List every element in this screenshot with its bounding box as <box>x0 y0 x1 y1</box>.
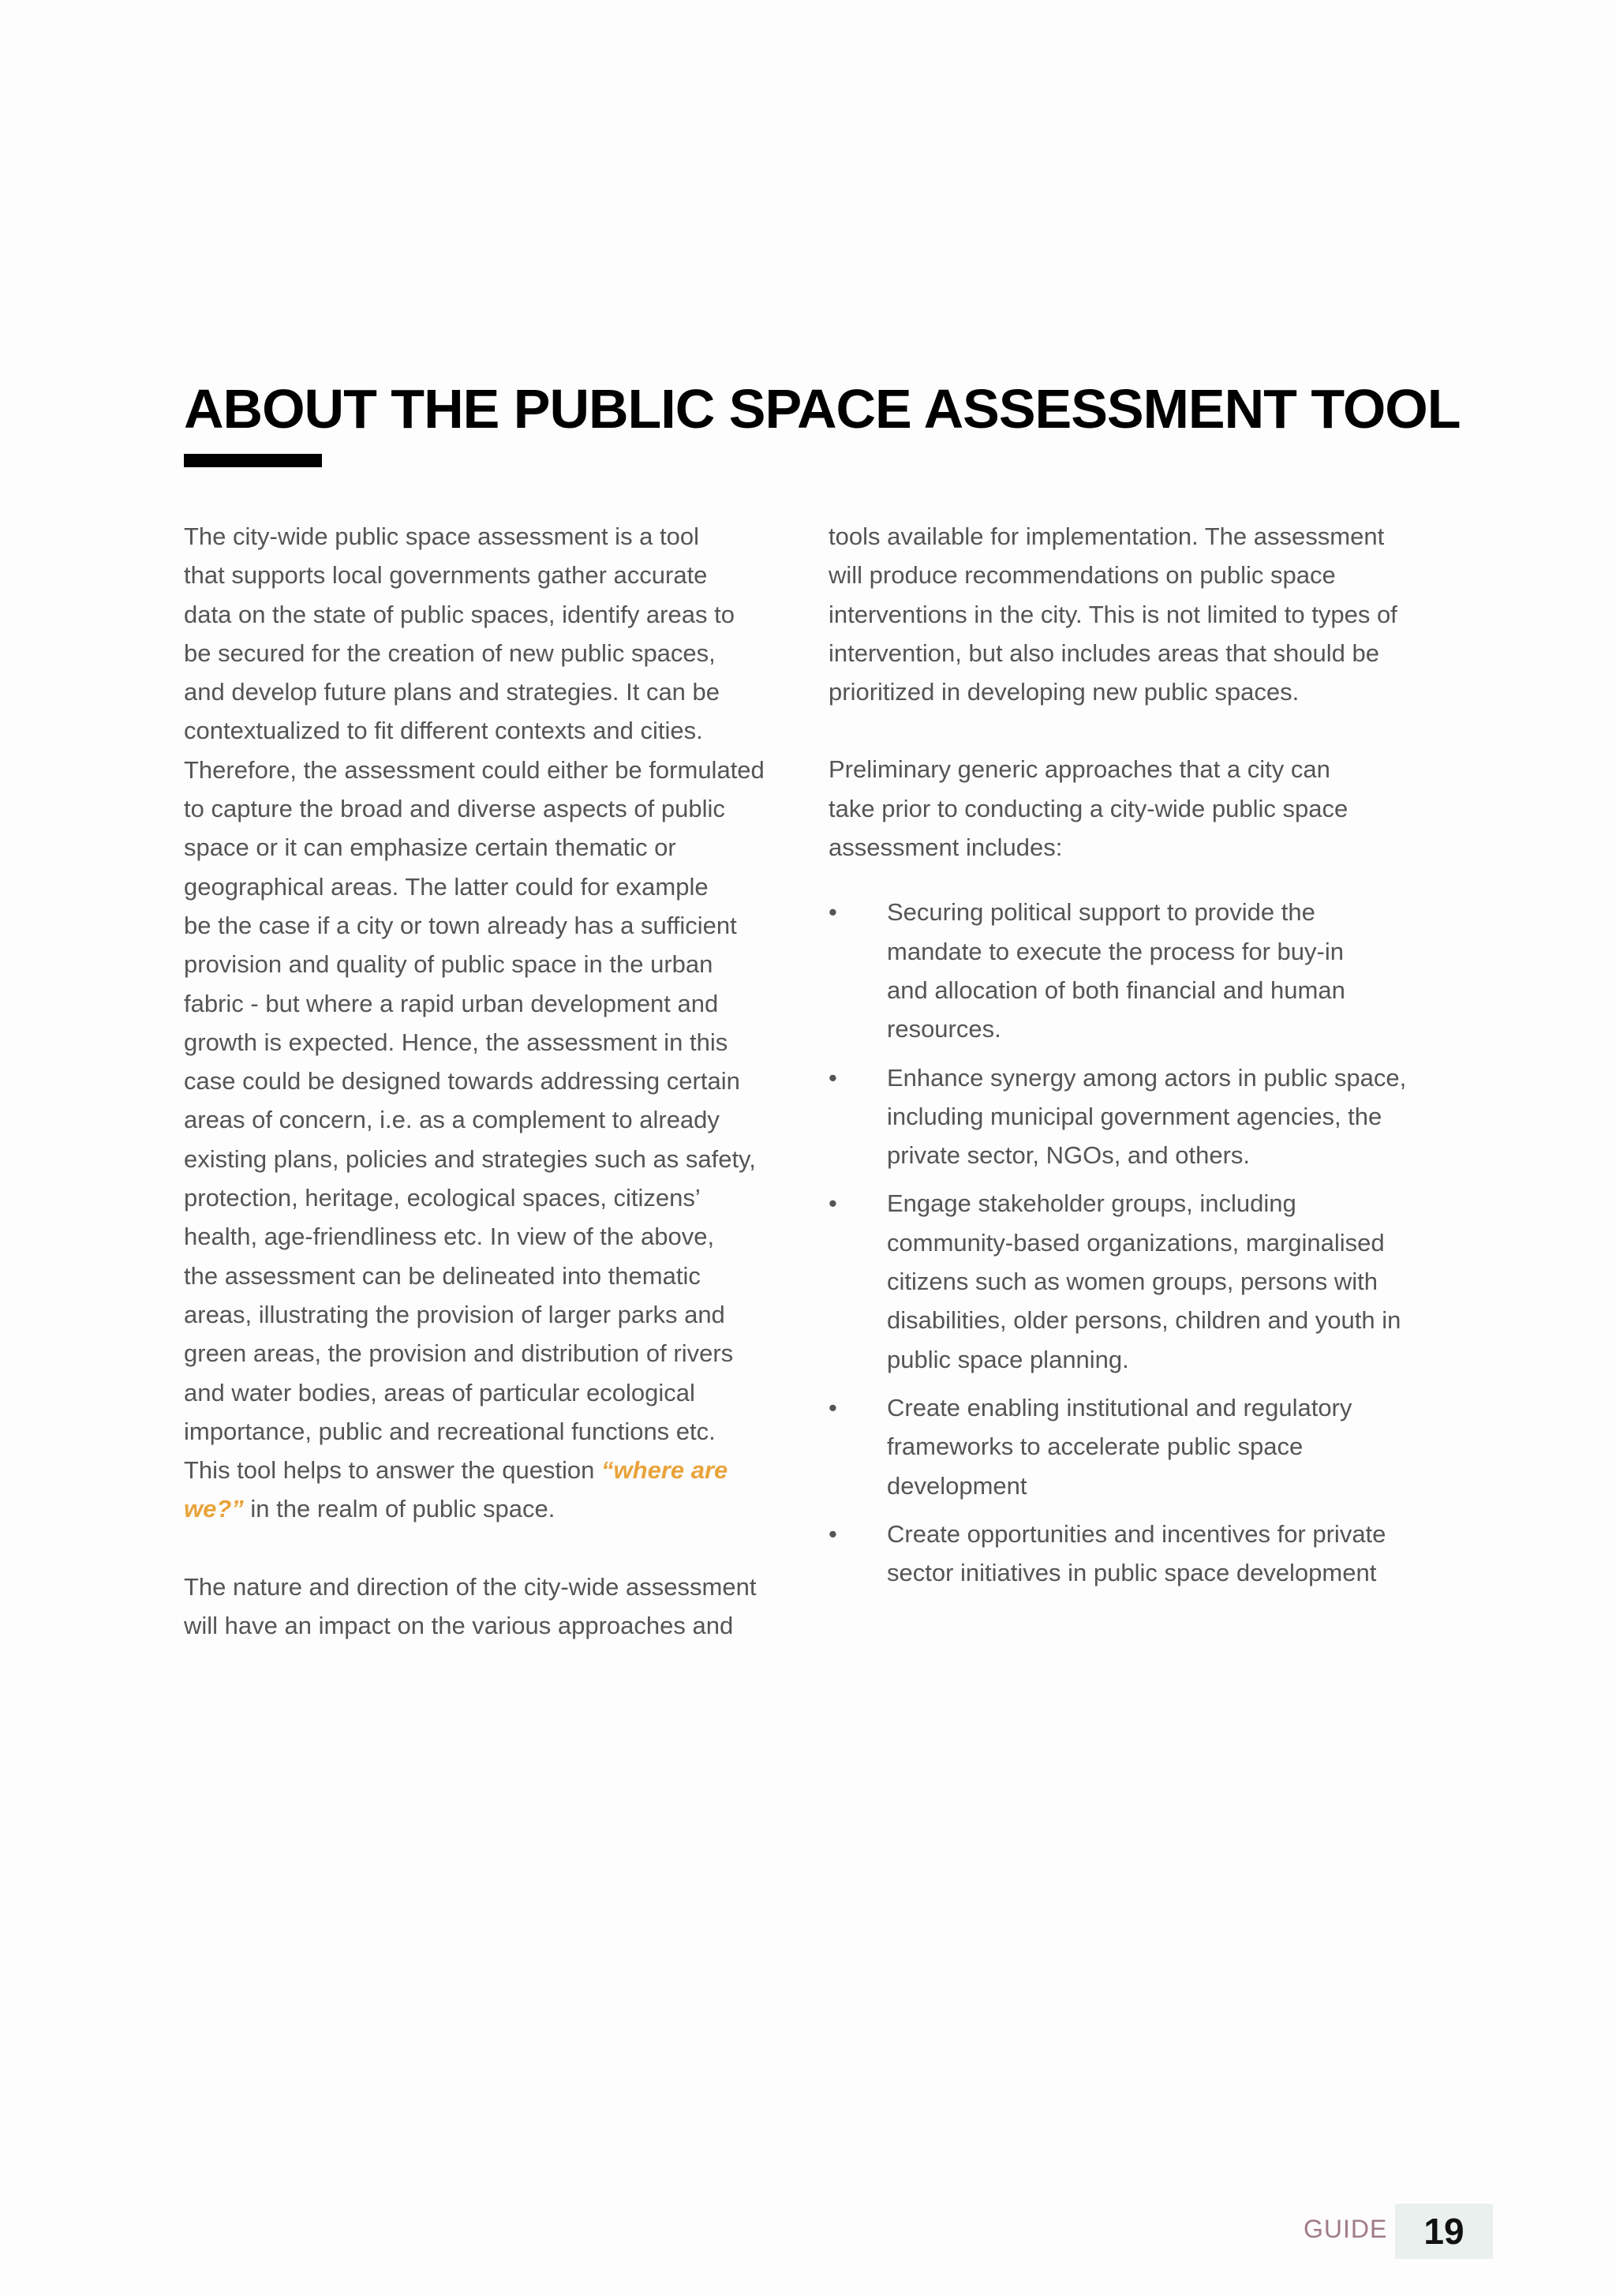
text-line: to capture the broad and diverse aspects of public <box>184 795 725 823</box>
text-line: health, age-friendliness etc. In view of the above, <box>184 1223 715 1251</box>
text-line: areas, illustrating the provision of larger parks and <box>184 1300 725 1328</box>
text-line: tools available for implementation. The assessment <box>829 522 1385 550</box>
text-line: Preliminary generic approaches that a city can <box>829 755 1330 784</box>
list-item-line: Enhance synergy among actors in public space, <box>887 1063 1407 1092</box>
text-line: intervention, but also includes areas that should be <box>829 639 1379 667</box>
text-line: provision and quality of public space in the urban <box>184 950 713 979</box>
text-line: will have an impact on the various approaches and <box>184 1612 734 1640</box>
list-item-line: Create opportunities and incentives for private <box>887 1519 1386 1548</box>
approaches-list <box>829 893 1444 1592</box>
bullet-icon: • <box>829 1189 837 1218</box>
text-line: growth is expected. Hence, the assessment in this <box>184 1028 728 1056</box>
list-item-line: Securing political support to provide the <box>887 898 1315 927</box>
page-number: 19 <box>1423 2211 1464 2252</box>
text-line: protection, heritage, ecological spaces, citizens’ <box>184 1184 701 1212</box>
right-paragraph-2 <box>829 750 1444 867</box>
right-column <box>829 517 1444 1601</box>
text-line: and water bodies, areas of particular ecological <box>184 1378 695 1406</box>
text-line: existing plans, policies and strategies such as safety, <box>184 1144 756 1173</box>
list-item-line: Create enabling institutional and regulatory <box>887 1393 1352 1421</box>
list-item-line: resources. <box>887 1015 1001 1043</box>
bullet-icon: • <box>829 1393 837 1421</box>
list-item <box>829 1184 1444 1378</box>
text-line: prioritized in developing new public spaces. <box>829 678 1300 706</box>
list-item-line: and allocation of both financial and human <box>887 976 1345 1004</box>
text-line: and develop future plans and strategies. It can be <box>184 678 720 706</box>
page-number-box <box>1395 2204 1493 2259</box>
paragraph-gap <box>829 711 1444 750</box>
text-line: contextualized to fit different contexts and cities. <box>184 717 703 745</box>
list-item-line: private sector, NGOs, and others. <box>887 1141 1251 1170</box>
question-line-1: This tool helps to answer the question “where are <box>184 1456 728 1485</box>
text-line: importance, public and recreational functions etc. <box>184 1417 716 1445</box>
title-underline <box>184 454 322 467</box>
paragraph-gap <box>184 1529 807 1567</box>
list-item-line: sector initiatives in public space development <box>887 1559 1377 1587</box>
text-line: assessment includes: <box>829 833 1063 862</box>
list-item-line: citizens such as women groups, persons with <box>887 1268 1378 1296</box>
question-line-2: we?” in the realm of public space. <box>184 1495 556 1523</box>
bullet-icon: • <box>829 1063 837 1092</box>
list-item-line: development <box>887 1471 1027 1500</box>
text-line: case could be designed towards addressing certain <box>184 1067 740 1096</box>
text-line: the assessment can be delineated into thematic <box>184 1261 701 1290</box>
text-line: be the case if a city or town already has a sufficient <box>184 911 737 939</box>
text-line: fabric - but where a rapid urban development and <box>184 989 719 1017</box>
text-line: take prior to conducting a city-wide public space <box>829 794 1349 822</box>
page-title: ABOUT THE PUBLIC SPACE ASSESSMENT TOOL <box>184 378 1461 440</box>
list-item-line: including municipal government agencies, the <box>887 1102 1382 1130</box>
list-item <box>829 893 1444 1048</box>
text-line: Therefore, the assessment could either be formulated <box>184 755 765 784</box>
list-item-line: mandate to execute the process for buy-in <box>887 937 1344 965</box>
text-line: areas of concern, i.e. as a complement to already <box>184 1106 720 1134</box>
left-paragraph-1 <box>184 517 807 1451</box>
right-paragraph-1 <box>829 517 1444 711</box>
list-item-line: frameworks to accelerate public space <box>887 1433 1304 1461</box>
text-line: The nature and direction of the city-wide assessment <box>184 1572 757 1601</box>
list-item-line: disabilities, older persons, children and youth in <box>887 1306 1401 1335</box>
text-line: The city-wide public space assessment is a tool <box>184 522 700 550</box>
text-line: interventions in the city. This is not limited to types of <box>829 600 1397 628</box>
left-column <box>184 517 807 1645</box>
text-line: space or it can emphasize certain thematic or <box>184 833 676 862</box>
list-item-line: Engage stakeholder groups, including <box>887 1189 1296 1218</box>
footer-guide-label: GUIDE <box>1304 2215 1388 2243</box>
list-item <box>829 1515 1444 1593</box>
list-item <box>829 1388 1444 1505</box>
text-line: data on the state of public spaces, identify areas to <box>184 600 735 628</box>
highlighted-question: “where are <box>601 1456 728 1485</box>
text-line: be secured for the creation of new public spaces, <box>184 639 716 667</box>
text-line: that supports local governments gather accurate <box>184 561 708 590</box>
bullet-icon: • <box>829 1519 837 1548</box>
left-question-paragraph <box>184 1451 807 1529</box>
list-item-line: public space planning. <box>887 1345 1129 1373</box>
text-line: green areas, the provision and distribution of rivers <box>184 1339 734 1368</box>
text-line: will produce recommendations on public space <box>829 561 1336 590</box>
highlighted-question-end: we?” <box>184 1495 244 1523</box>
list-item-line: community-based organizations, marginalised <box>887 1228 1385 1257</box>
left-paragraph-2 <box>184 1567 807 1646</box>
text-line: geographical areas. The latter could for example <box>184 872 709 901</box>
bullet-icon: • <box>829 898 837 927</box>
list-item <box>829 1058 1444 1175</box>
